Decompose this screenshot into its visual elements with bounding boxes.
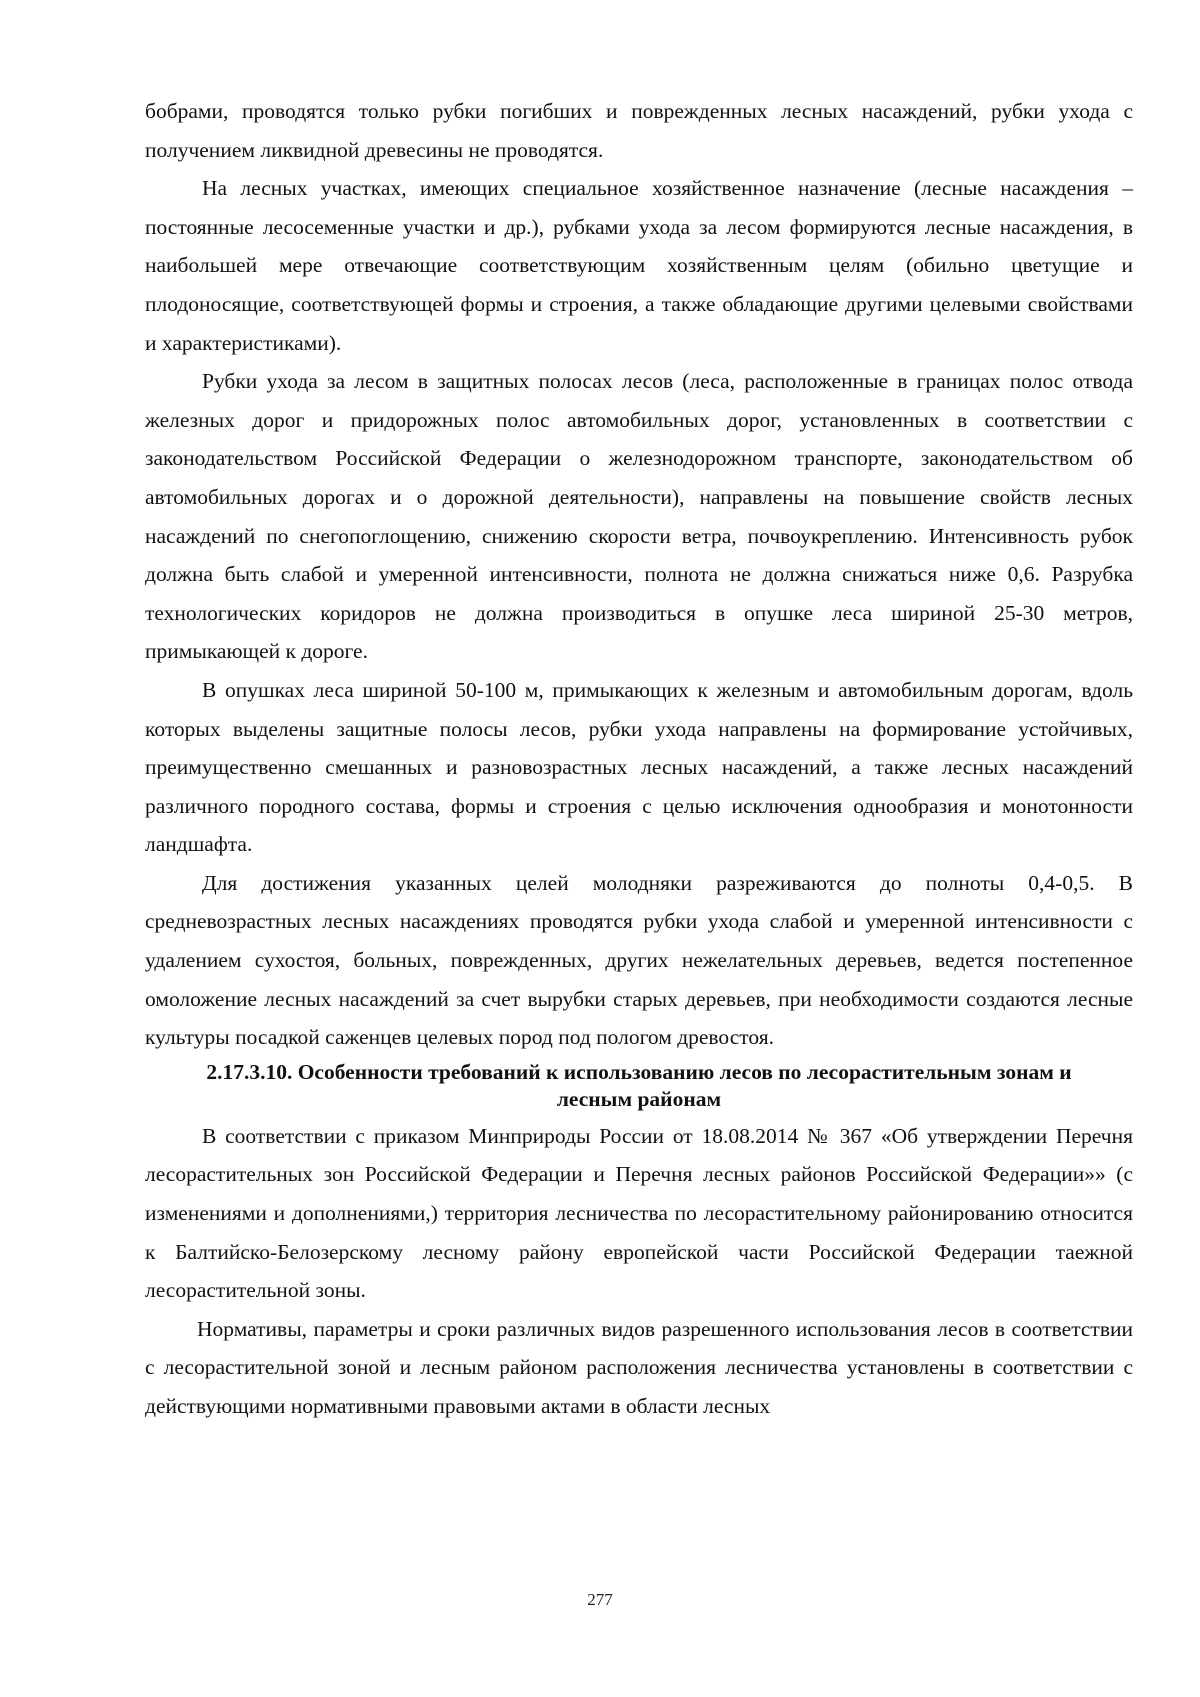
document-page xyxy=(145,92,1133,1426)
section-heading-line-1: 2.17.3.10. Особенности требований к использованию лесов по лесорастительным зонам и xyxy=(206,1059,1072,1084)
section-heading-line-2: лесным районам xyxy=(556,1086,722,1111)
page-number: 277 xyxy=(587,1590,613,1609)
section-heading xyxy=(145,1059,1133,1113)
paragraph-5: Для достижения указанных целей молодняки разреживаются до полноты 0,4-0,5. В средневозрастных лесных насаждениях проводятся рубки ухода слабой и умеренной интенсивности с удалением сухостоя, больных, поврежденных, других нежелательных деревьев, ведется постепенное омоложение лесных насаждений за счет вырубки старых деревьев, при необходимости создаются лесные культуры посадкой саженцев целевых пород под пологом древостоя. xyxy=(145,870,1133,1050)
paragraph-7: Нормативы, параметры и сроки различных видов разрешенного использования лесов в соответствии с лесорастительной зоной и лесным районом расположения лесничества установлены в соответствии с действующими нормативными правовыми актами в области лесных xyxy=(145,1316,1133,1418)
paragraph-2: На лесных участках, имеющих специальное хозяйственное назначение (лесные насаждения – постоянные лесосеменные участки и др.), рубками ухода за лесом формируются лесные насаждения, в наибольшей мере отвечающие соответствующим хозяйственным целям (обильно цветущие и плодоносящие, соответствующей формы и строения, а также обладающие другими целевыми свойствами и характеристиками). xyxy=(145,176,1133,355)
paragraph-1: бобрами, проводятся только рубки погибших и поврежденных лесных насаждений, рубки ухода с получением ликвидной древесины не проводятся. xyxy=(145,99,1133,162)
paragraph-4: В опушках леса шириной 50-100 м, примыкающих к железным и автомобильным дорогам, вдоль которых выделены защитные полосы лесов, рубки ухода направлены на формирование устойчивых, преимущественно смешанных и разновозрастных лесных насаждений, а также лесных насаждений различного породного состава, формы и строения с целью исключения однообразия и монотонности ландшафта. xyxy=(145,677,1133,857)
paragraph-3: Рубки ухода за лесом в защитных полосах лесов (леса, расположенные в границах полос отвода железных дорог и придорожных полос автомобильных дорог, установленных в соответствии с законодательством Российской Федерации о железнодорожном транспорте, законодательством об автомобильных дорогах и о дорожной деятельности), направлены на повышение свойств лесных насаждений по снегопоглощению, снижению скорости ветра, почвоукреплению. Интенсивность рубок должна быть слабой и умеренной интенсивности, полнота не должна снижаться ниже 0,6. Разрубка технологических коридоров не должна производиться в опушке леса шириной 25-30 метров, примыкающей к дороге. xyxy=(145,369,1133,664)
paragraph-6: В соответствии с приказом Минприроды России от 18.08.2014 № 367 «Об утверждении Перечня лесорастительных зон Российской Федерации и Перечня лесных районов Российской Федерации»» (с изменениями и дополнениями,) территория лесничества по лесорастительному районированию относится к Балтийско-Белозерскому лесному району европейской части Российской Федерации таежной лесорастительной зоны. xyxy=(145,1123,1133,1303)
